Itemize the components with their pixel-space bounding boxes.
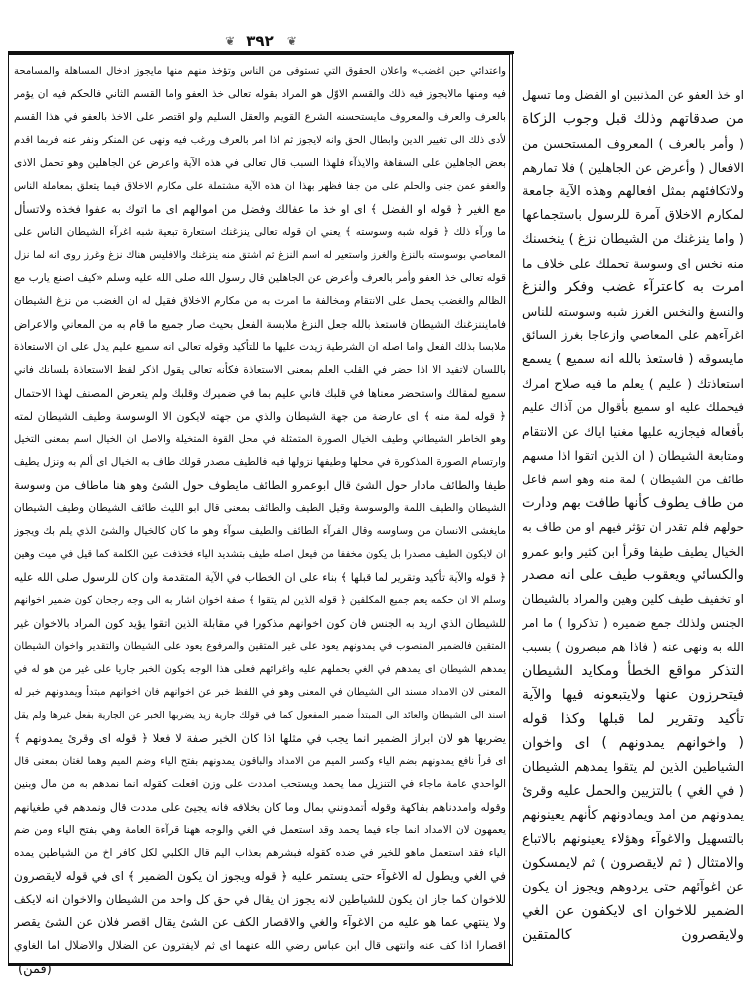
main-text-line: فيتحرزون عنها ولايتبعونه فيها والآية — [522, 687, 744, 703]
main-text-line: منه نخس اى وسوسة تحملك على خلاف ما — [522, 256, 744, 271]
catchword: (فمن) — [18, 962, 52, 977]
commentary-line: وهو الخاطر الشيطاني وطيف الخيال الصورة المتمثلة في محل القوة المتخيلة والاصل ان الخيال اسم بمعنى التخيل — [14, 434, 506, 445]
commentary-line: فامايننزغنك الشيطان فاستعذ بالله جعل النزغ ملابسة الفعل بحيث صار جميع ما قام به من المعاني والاعراض — [14, 318, 506, 331]
main-text-line: طائف من الشيطان ) لمة منه وهو اسم فاعل — [522, 472, 744, 486]
main-text-line: الضمير للاخوان اى لايكفون عن الغي — [522, 903, 744, 919]
main-text-line: من صدقاتهم وذلك قبل وجوب الزكاة — [522, 111, 744, 127]
commentary-line: وقوله وامددناهم بفاكهة وقوله أتمدونني بمال وما كان بخلافه فانه يجيئ على مددت قال ونمدهم في طغيانهم — [14, 801, 506, 814]
commentary-line: طيفا والطائف مادار حول الشئ قال ابوعمرو الطائف مايطوف حول الشئ وهو هنا ماطاف من وسوسة — [14, 478, 506, 492]
commentary-line: ما ورآء ذلك ﴿ قوله شبه وسوسته ﴾ يعني ان قوله تعالى ينزغنك استعارة تبعية شبه اغرآء الشيطان الناس على — [14, 226, 506, 238]
main-text-line: التذكر مواقع الخطأ ومكايد الشيطان — [522, 663, 744, 679]
page-number: ٣٩٢ — [246, 31, 274, 50]
commentary-line: ان لايكون الطيف مصدرا بل يكون مخففا من فيعل اصله طيف بتشديد الياء فخذفت عين الكلمة كما قيل في ميت وهين — [14, 549, 506, 560]
commentary-line: الواحدي عامة ماجاء في التنزيل مما يحمد ويستحب امددت على وزن افعلت كقوله انما نمدهم به من مال وبنين — [14, 778, 506, 790]
commentary-line: ﴿ قوله والآية تأكيد وتقرير لما قبلها ﴾ بناء على ان الخطاب في الآية المتقدمة وان كان للرسول صلى الله عليه — [14, 571, 506, 584]
commentary-line: اقصارا اذا كف عنه وانتهى قال ابن عباس رضي الله عنهما اى ثم لايفترون عن الضلال والاضلال اما الغاوي — [14, 939, 506, 952]
commentary-line: يعمهون لان الامداد انما جاء فيما يحمد وقد استعمل في الغي والوجه ههنا قرآءة العامة وهي بفتح الياء ومن ضم — [14, 824, 506, 836]
main-text-line: تأكيد وتقرير لما قبلها وكذا قوله — [522, 711, 744, 727]
main-text-line: ( واخوانهم يمدونهم ) اى واخوان — [522, 735, 744, 751]
commentary-line: سميع لمقالك واستحضر معناها في قلبك فاني عليم بما في ضميرك وقلبك ولم يتعرض المصنف لهذا الاحتمال — [14, 387, 506, 400]
main-text-line: بأفعاله فيجازيه عليها مغنيا اياك عن الانتقام — [522, 424, 744, 439]
commentary-line: الشيطان والطيف اللمة والوسوسة وقيل الطيف والطائف بمعنى قال ابو الليث طائف الشيطان وطيف الشيطان — [14, 502, 506, 514]
main-text-line: ولايقصرون كالمتقين — [522, 927, 744, 943]
commentary-line: اى قرأ نافع يمدونهم بضم الياء وكسر الميم من الامداد والباقون يمدونهم بفتح الياء وضم الميم وهما لغتان بمعنى قال — [14, 756, 506, 767]
commentary-line: بعض الجاهلين على السفاهة والايذآء فلهذا السبب قال تعالى في هذه الآية واعرض عن الجاهلين وهو تحمل الاذى — [14, 157, 506, 169]
ornament-icon: ❦ — [225, 33, 234, 48]
main-text-line: والنسغ والنخس الغرز شبه وسوسته للناس — [522, 304, 744, 319]
commentary-line: لأدى ذلك الى تغيير الدين وابطال الحق وانه لايجوز ثم اذا امر بالعرف ورغب فيه ونهى عن المنكر ونفر عنه فربما اقدم — [14, 135, 506, 146]
commentary-line: ﴿ قوله لمة منه ﴾ اى عارضة من جهة الشيطان والذي من جهته لايكون الا الوسوسة وطيف الشيطان لمته — [14, 410, 506, 423]
main-text-line: استعاذتك ( عليم ) يعلم ما فيه صلاح امرك — [522, 376, 744, 391]
main-text-line: حولهم فلم تقدر ان تؤثر فيهم او من طاف به — [522, 520, 744, 534]
main-text-line: والكسائي ويعقوب طيف على انه مصدر — [522, 567, 744, 583]
main-text-column — [522, 84, 744, 948]
main-text-line: يمدونهم من امد ويمادونهم كأنهم يعينونهم — [522, 808, 744, 823]
commentary-line: للاخوان كما جاز ان يكون للشياطين لانه يجوز ان يقال في حق كل واحد من الشيطان والاخوان انه لايكف — [14, 892, 506, 906]
main-text-line: ( واما ينزغنك من الشيطان نزغ ) ينخسنك — [522, 232, 744, 247]
commentary-line: اسند الى الشيطان والعائد الى المبتدأ ضمير المفعول كما في قولك جارية زيد يضربها الخبر عن الجارية بفعل غيرها ولم يقل — [14, 710, 506, 721]
commentary-line: فيه ومنها مالايجوز فيه ذلك والقسم الاوّل هو المراد بقوله تعالى خذ العفو واما القسم الثاني فالحكم فيه ان يؤمر — [14, 88, 506, 100]
commentary-line: بالعرف والعرف والمعروف مايستحسنه الشرع القويم والعقل السليم ولو اقتصر على الاخذ بالعفو في هذا القسم — [14, 111, 506, 123]
main-text-line: ومتابعة الشيطان ( ان الذين اتقوا اذا مسهم — [522, 448, 744, 463]
commentary-line: المعنى لان الامداد مسند الى الشيطان في المعنى وهو في اللفظ خبر عن اخوانهم فان اخوانهم مبتدأ ويمدونهم خبر له — [14, 687, 506, 698]
commentary-line: للشيطان الذي اريد به الجنس فان كون اخوانهم مذكورا في مقابلة الذين اتقوا يؤيد كون المراد بالاخوان غير — [14, 617, 506, 630]
main-text-line: فيحملك عليه او سميع بأقوال من آذاك عليم — [522, 400, 744, 414]
commentary-line: المعاصي بوسوسته بالنزغ والغرز واستعير له اسم النزغ ثم اشتق منه ينزغنك والافليس هناك نزغ وغرز روى انه لما نزل — [14, 250, 506, 261]
main-text-line: من طاف يطوف كأنها طافت بهم ودارت — [522, 495, 744, 511]
page-header — [0, 30, 520, 50]
main-text-line: مايسوقه ( فاستعذ بالله انه سميع ) يسمع — [522, 352, 744, 367]
commentary-line: مع الغير ﴿ قوله او الفضل ﴾ اى او خذ ما عفالك وفضل من اموالهم اى ما اتوك به عفوا فخذه ولاتسأل — [14, 202, 506, 216]
commentary-line: ملابسا بذلك الفعل واما اصله ان الشرطية زيدت عليها ما للتأكيد وقوله تعالى انه سميع عليم يدل على ان الاستعاذة — [14, 341, 506, 353]
commentary-line: قوله تعالى خذ العفو وأمر بالعرف وأعرض عن الجاهلين قال رسول الله صلى الله عليه وسلم «كيف اصنع يارب مع — [14, 272, 506, 284]
main-text-line: ولاتكافئهم بمثل افعالهم وهذه الآية جامعة — [522, 184, 744, 199]
commentary-line: الظالم والغضب يحمل على الانتقام ومخالفة ما امرت به من مكارم الاخلاق فقيل له ان الغضب من نزغ الشيطان — [14, 295, 506, 307]
commentary-line: في الغي ويطول له الاغوآء حتى يستمر عليه ﴿ قوله ويجوز ان يكون الضمير ﴾ اى في قوله لايقصرون — [14, 869, 506, 883]
commentary-line: وسلم الا ان حكمه يعم جميع المكلفين ﴿ قوله الذين لم يتقوا ﴾ صفة اخوان اشار به الى وجه رجحان كون ضمير اخوانهم — [14, 595, 506, 606]
commentary-line: ولا ينتهي عما هو عليه من الاغوآء والغي والاقصار الكف عن الشئ يقال اقصر فلان عن الشئ يقصر — [14, 915, 506, 929]
main-text-line: الخيال يطيف طيفا وقرأ ابن كثير وابو عمرو — [522, 544, 744, 559]
main-text-line: الله به ونهى عنه ( فاذا هم مبصرون ) بسبب — [522, 640, 744, 654]
ornament-icon: ❦ — [286, 33, 295, 48]
main-text-line: او خذ العفو عن المذنبين او الفضل وما تسهل — [522, 88, 744, 102]
commentary-line: باللسان لاتفيد الا اذا حضر في القلب العلم بمعنى الاستعاذة فكأنه تعالى يقول اذكر لفظ الاستعاذة بلسانك فاني — [14, 364, 506, 376]
commentary-line: الياء فقد استعمل ماهو للخير في ضده كقوله فبشرهم بعذاب اليم قال الكلبي لكل كافر اخ من الشياطين يمده — [14, 847, 506, 859]
commentary-line: يمدهم الشيطان اى يمدهم في الغي بحملهم عليه واغرائهم فعلى هذا الوجه يكون الخبر جاريا على غير من هو له في — [14, 664, 506, 675]
main-text-line: بالتسهيل والاغوآء وهؤلاء يعينونهم بالاتباع — [522, 832, 744, 847]
main-text-line: الشياطين الذين لم يتقوا يمدهم الشيطان — [522, 760, 744, 775]
commentary-line: يضربها هو لان ابراز الضمير انما يجب في مثلها اذا كان الخبر صفة لا فعلا ﴿ قوله اى وقرئ يمدونهم ﴾ — [14, 731, 506, 745]
commentary-line: واعتدائي حين اغضب» واعلان الحقوق التي تستوفى من الناس وتؤخذ منهم منها مايجوز ادخال المساهلة والمسامحة — [14, 66, 506, 77]
main-text-line: والامتثال ( ثم لايقصرون ) ثم لايمسكون — [522, 855, 744, 871]
main-text-line: اغرآءهم على المعاصي وازعاجا بغرز السائق — [522, 328, 744, 342]
main-text-line: ( في الغي ) بالتزيين والحمل عليه وقرئ — [522, 783, 744, 799]
commentary-line: والعفو عمن جنى والحلم على من جفا فظهر بهذا ان هذه الآية مشتملة على مكارم الاخلاق فيما يتعلق بمعاملة الناس — [14, 181, 506, 192]
commentary-line: مايغشى الانسان من وساوسه وقال الفرآء الطائف والطيف سوآء وهو ما كان كالخيال والشئ الذي يلم بك ويجوز — [14, 525, 506, 537]
main-text-line: امرت به كاعترآء غضب وفكر والنزغ — [522, 279, 744, 295]
main-text-line: الجنس ولذلك جمع ضميره ( تذكروا ) ما امر — [522, 616, 744, 630]
main-text-line: الافعال ( وأعرض عن الجاهلين ) فلا تمارهم — [522, 160, 744, 175]
main-text-line: ( وأمر بالعرف ) المعروف المستحسن من — [522, 136, 744, 151]
main-text-line: او تخفيف طيف كلين وهين والمراد بالشيطان — [522, 592, 744, 606]
commentary-line: المتقين فالضمير المنصوب في يمدونهم يعود على غير المتقين والمرفوع يعود على الشيطان والتقدير واخوان الشيطان — [14, 641, 506, 652]
commentary-line: وارتسام الصورة المذكورة في محلها وطيفها نزولها فيه فالطيف مصدر قولك طاف به الخيال اى ألم به ونزل يطيف — [14, 456, 506, 468]
main-text-line: عن اغوآئهم حتى يردوهم ويجوز ان يكون — [522, 880, 744, 895]
commentary-column — [14, 60, 506, 957]
main-text-line: لمكارم الاخلاق آمرة للرسول باستجماعها — [522, 208, 744, 223]
